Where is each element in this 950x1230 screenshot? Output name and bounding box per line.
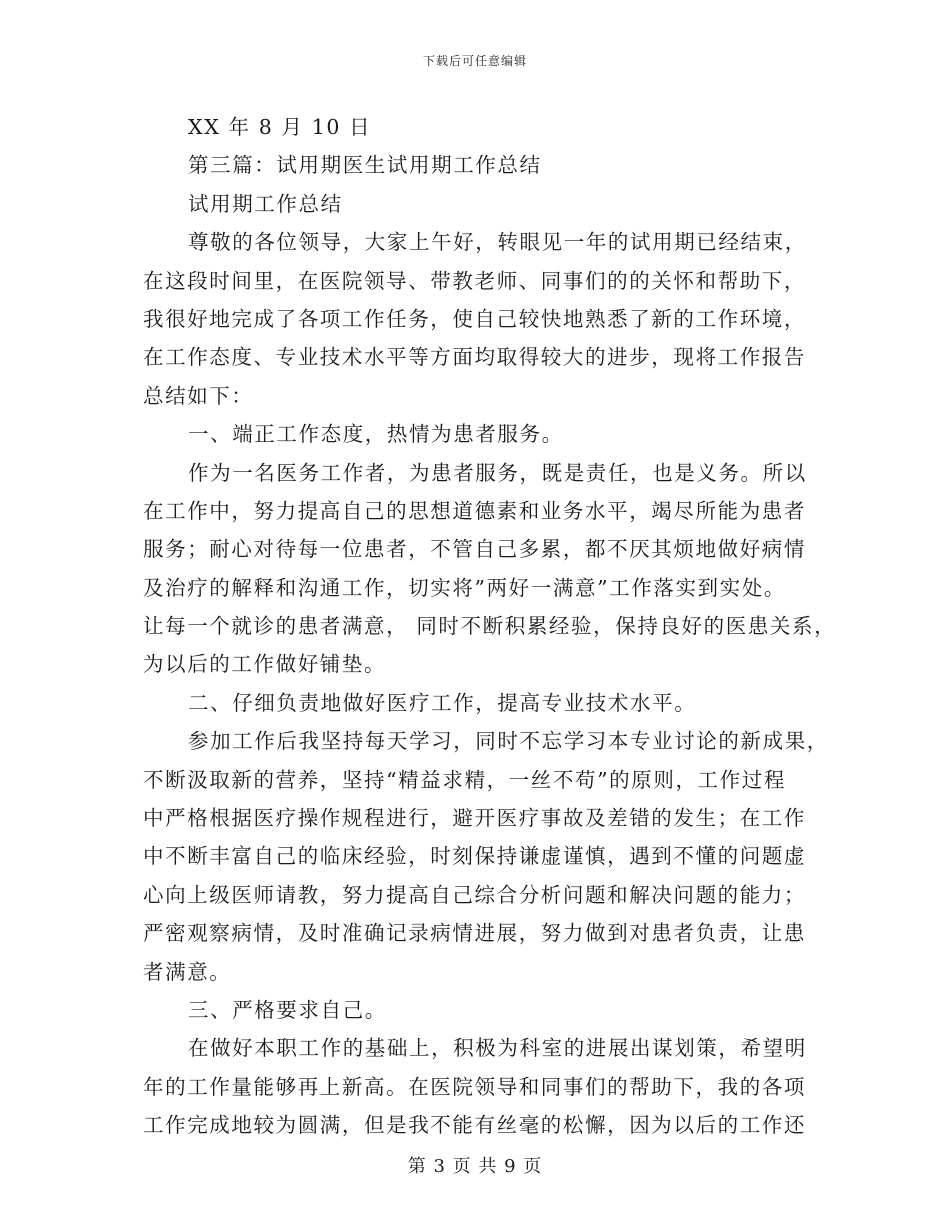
date-line: XX 年 8 月 10 日 [188,115,372,139]
paragraph-line: 工作完成地较为圆满，但是我不能有丝毫的松懈，因为以后的工作还 [143,1113,806,1138]
paragraph-line: 中严格根据医疗操作规程进行，避开医疗事故及差错的发生；在工作 [143,806,806,831]
page-header-note: 下载后可任意编辑 [422,54,527,68]
document-title: 试用期工作总结 [188,191,343,216]
paragraph-line: 在工作中，努力提高自己的思想道德素和业务水平，竭尽所能为患者 [143,498,806,523]
paragraph-line: 及治疗的解释和沟通工作，切实将”两好一满意”工作落实到实处。 [143,575,786,600]
page-number: 第 3 页 共 9 页 [407,1156,543,1177]
paragraph-line: 年的工作量能够再上新高。在医院领导和同事们的帮助下，我的各项 [143,1074,806,1099]
paragraph-line: 在做好本职工作的基础上，积极为科室的进展出谋划策，希望明 [188,1036,807,1061]
heading-line: 二、仔细负责地做好医疗工作，提高专业技术水平。 [188,690,697,715]
paragraph-line: 中不断丰富自己的临床经验，时刻保持谦虚谨慎，遇到不懂的问题虚 [143,844,806,869]
paragraph-line: 不断汲取新的营养，坚持“精益求精，一丝不苟”的原则，工作过程 [143,767,786,792]
paragraph-line: 严密观察病情，及时准确记录病情进展，努力做到对患者负责，让患 [143,921,806,946]
paragraph-line: 尊敬的各位领导，大家上午好，转眼见一年的试用期已经结束， [188,230,807,255]
paragraph-line: 让每一个就诊的患者满意， 同时不断积累经验，保持良好的医患关系， [143,614,837,639]
paragraph-line: 在工作态度、专业技术水平等方面均取得较大的进步，现将工作报告 [143,345,806,370]
paragraph-line: 总结如下： [143,383,254,408]
paragraph-line: 参加工作后我坚持每天学习，同时不忘学习本专业讨论的新成果， [188,729,829,754]
paragraph-line: 为以后的工作做好铺垫。 [143,652,387,677]
section-title: 第三篇：试用期医生试用期工作总结 [188,153,542,178]
heading-line: 一、端正工作态度，热情为患者服务。 [188,422,564,447]
paragraph-line: 在这段时间里，在医院领导、带教老师、同事们的的关怀和帮助下， [143,268,806,293]
paragraph-line: 作为一名医务工作者，为患者服务，既是责任，也是义务。所以 [188,460,807,485]
paragraph-line: 服务；耐心对待每一位患者，不管自己多累，都不厌其烦地做好病情 [143,537,806,562]
document-body [143,108,837,1145]
paragraph-line: 者满意。 [143,959,232,984]
paragraph-line: 心向上级医师请教，努力提高自己综合分析问题和解决问题的能力； [143,882,806,907]
paragraph-line: 我很好地完成了各项工作任务，使自己较快地熟悉了新的工作环境， [143,306,806,331]
heading-line: 三、严格要求自己。 [188,997,387,1022]
